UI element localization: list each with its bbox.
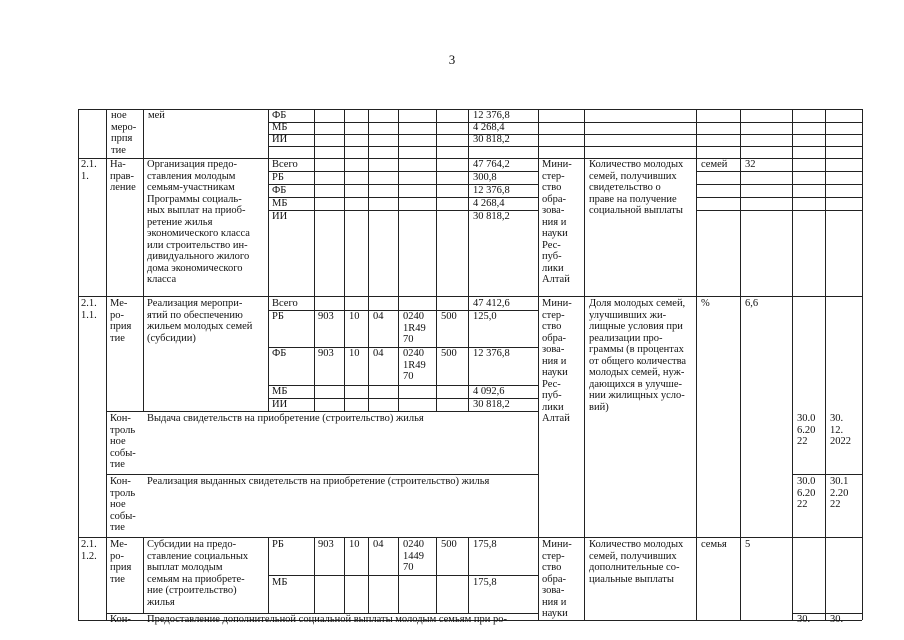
col-border (106, 109, 107, 620)
col-border (696, 109, 697, 537)
control-event-text: Реализация выданных свидетельств на приобретение (строительство) жилья (147, 476, 490, 487)
amount-cell: 4 268,4 (473, 198, 505, 209)
source-cell: Всего (272, 298, 298, 309)
source-cell: РБ (272, 539, 284, 550)
source-cell: МБ (272, 577, 288, 588)
control-event-type: Кон- троль ное собы- тие (110, 476, 136, 533)
col-border (398, 109, 399, 411)
control-event-date-end: 30. (830, 614, 844, 625)
control-event-type: Кон- троль ное собы- тие (110, 413, 136, 470)
amount-cell: 30 818,2 (473, 399, 510, 410)
source-cell: ИИ (272, 134, 288, 145)
col-border (792, 109, 793, 620)
source-cell: РБ (272, 311, 284, 322)
row-divider (792, 474, 862, 475)
amount-cell: 12 376,8 (473, 185, 510, 196)
rz-cell: 10 (349, 539, 360, 550)
control-event-type: Кон- (110, 614, 131, 625)
source-cell: Всего (272, 159, 298, 170)
col-border (468, 109, 469, 411)
col-border (143, 109, 144, 158)
col-border (538, 109, 539, 620)
row-divider (696, 184, 862, 185)
col-border (740, 109, 741, 537)
executor-text: Мини- стер- ство обра- зова- ния и науки Рес- пуб- лики Алтай (542, 159, 572, 285)
rz-cell: 10 (349, 311, 360, 322)
row-number: 2.1. 1.1. (81, 298, 97, 321)
amount-cell: 30 818,2 (473, 211, 510, 222)
indicator-text: Доля молодых семей, улучшивших жи- лищные условия при реализации про- граммы (в процентах от общего количества молодых семей, нуж- дающихся в улучше- нии жилищных усло- вий) (589, 298, 687, 413)
amount-cell: 12 376,8 (473, 348, 510, 359)
source-cell: МБ (272, 198, 288, 209)
col-border (368, 109, 369, 411)
vr-cell: 500 (441, 348, 457, 359)
value-cell: 32 (745, 159, 756, 170)
row-name-text: Реализация меропри- ятий по обеспечению жильем молодых семей (субсидии) (147, 298, 253, 344)
pr-cell: 04 (373, 348, 384, 359)
source-cell: ФБ (272, 185, 287, 196)
pr-cell: 04 (373, 539, 384, 550)
row-divider (78, 296, 862, 297)
row-divider (78, 537, 862, 538)
row-type-text: На- прав- ление (110, 159, 136, 193)
amount-cell: 4 092,6 (473, 386, 505, 397)
vr-cell: 500 (441, 539, 457, 550)
source-cell: МБ (272, 386, 288, 397)
row-divider (268, 146, 862, 147)
source-cell: РБ (272, 172, 284, 183)
source-cell: ФБ (272, 348, 287, 359)
control-event-date-start: 30. (797, 614, 811, 625)
row-type-text: Ме- ро- прия тие (110, 539, 132, 585)
table-top-border (78, 109, 862, 110)
col-border (468, 537, 469, 613)
value-cell: 5 (745, 539, 751, 550)
row-name-text: Организация предо- ставления молодым семьям-участникам Программы социаль- ных выплат на приоб- ретение жилья экономического класса или строительство ин- дивидуального жилого дома экономического класса (147, 159, 250, 285)
col-border (78, 109, 79, 620)
value-cell: 6,6 (745, 298, 759, 309)
row-divider (268, 122, 862, 123)
row-divider (696, 171, 862, 172)
rz-cell: 10 (349, 348, 360, 359)
col-border (825, 109, 826, 620)
row-divider (268, 134, 862, 135)
col-border (436, 109, 437, 411)
col-border (344, 109, 345, 411)
csr-cell: 0240 1449 70 (403, 539, 424, 573)
col-border (268, 537, 269, 613)
amount-cell: 125,0 (473, 311, 497, 322)
amount-cell: 12 376,8 (473, 110, 510, 121)
pr-cell: 04 (373, 311, 384, 322)
vr-cell: 500 (441, 311, 457, 322)
row-type-text: Ме- ро- прия тие (110, 298, 132, 344)
row-divider (106, 411, 538, 412)
executor-text: Мини- стер- ство обра- зова- ния и науки (542, 539, 572, 619)
row-divider (696, 210, 862, 211)
source-cell: ФБ (272, 110, 287, 121)
row-type-text: ное меро- прпя тие (111, 110, 137, 156)
col-border (143, 537, 144, 613)
source-cell: МБ (272, 122, 288, 133)
control-event-text: Выдача свидетельств на приобретение (строительство) жилья (147, 413, 424, 424)
executor-text: Мини- стер- ство обра- зова- ния и науки Рес- пуб- лики Алтай (542, 298, 572, 424)
row-name-text: Субсидии на предо- ставление социальных выплат молодым семьям на приобрете- ние (строительство) жилья (147, 539, 249, 608)
grbs-cell: 903 (318, 311, 334, 322)
table-right-border (862, 109, 863, 620)
col-border (436, 537, 437, 613)
col-border (696, 537, 697, 620)
amount-cell: 175,8 (473, 577, 497, 588)
unit-cell: семей (701, 159, 728, 170)
control-event-date-end: 30. 12. 2022 (830, 413, 851, 447)
source-cell: ИИ (272, 211, 288, 222)
indicator-text: Количество молодых семей, получивших дополнительные со- циальные выплаты (589, 539, 684, 585)
control-event-date-end: 30.1 2.20 22 (830, 476, 849, 510)
row-divider (696, 197, 862, 198)
col-border (584, 109, 585, 620)
amount-cell: 30 818,2 (473, 134, 510, 145)
unit-cell: % (701, 298, 710, 309)
col-border (368, 537, 369, 613)
col-border (398, 537, 399, 613)
col-border (314, 537, 315, 613)
row-divider (106, 474, 538, 475)
row-divider (268, 171, 538, 172)
grbs-cell: 903 (318, 348, 334, 359)
amount-cell: 300,8 (473, 172, 497, 183)
control-event-text: Предоставление дополнительной социальной выплаты молодым семьям при ро- (147, 614, 507, 625)
col-border (314, 109, 315, 411)
row-number: 2.1. 1.2. (81, 539, 97, 562)
row-number: 2.1. 1. (81, 159, 97, 182)
indicator-text: Количество молодых семей, получивших свидетельство о праве на получение социальной выплаты (589, 159, 684, 216)
control-event-date-start: 30.0 6.20 22 (797, 476, 816, 510)
amount-cell: 47 764,2 (473, 159, 510, 170)
col-border (344, 537, 345, 613)
control-event-date-start: 30.0 6.20 22 (797, 413, 816, 447)
page-number: 3 (448, 52, 456, 67)
source-cell: ИИ (272, 399, 288, 410)
amount-cell: 175,8 (473, 539, 497, 550)
row-name-text: мей (148, 110, 165, 121)
grbs-cell: 903 (318, 539, 334, 550)
col-border (740, 537, 741, 620)
unit-cell: семья (701, 539, 727, 550)
csr-cell: 0240 1R49 70 (403, 348, 426, 382)
col-border (143, 158, 144, 411)
csr-cell: 0240 1R49 70 (403, 311, 426, 345)
amount-cell: 4 268,4 (473, 122, 505, 133)
col-border (268, 109, 269, 411)
row-divider (268, 575, 538, 576)
amount-cell: 47 412,6 (473, 298, 510, 309)
